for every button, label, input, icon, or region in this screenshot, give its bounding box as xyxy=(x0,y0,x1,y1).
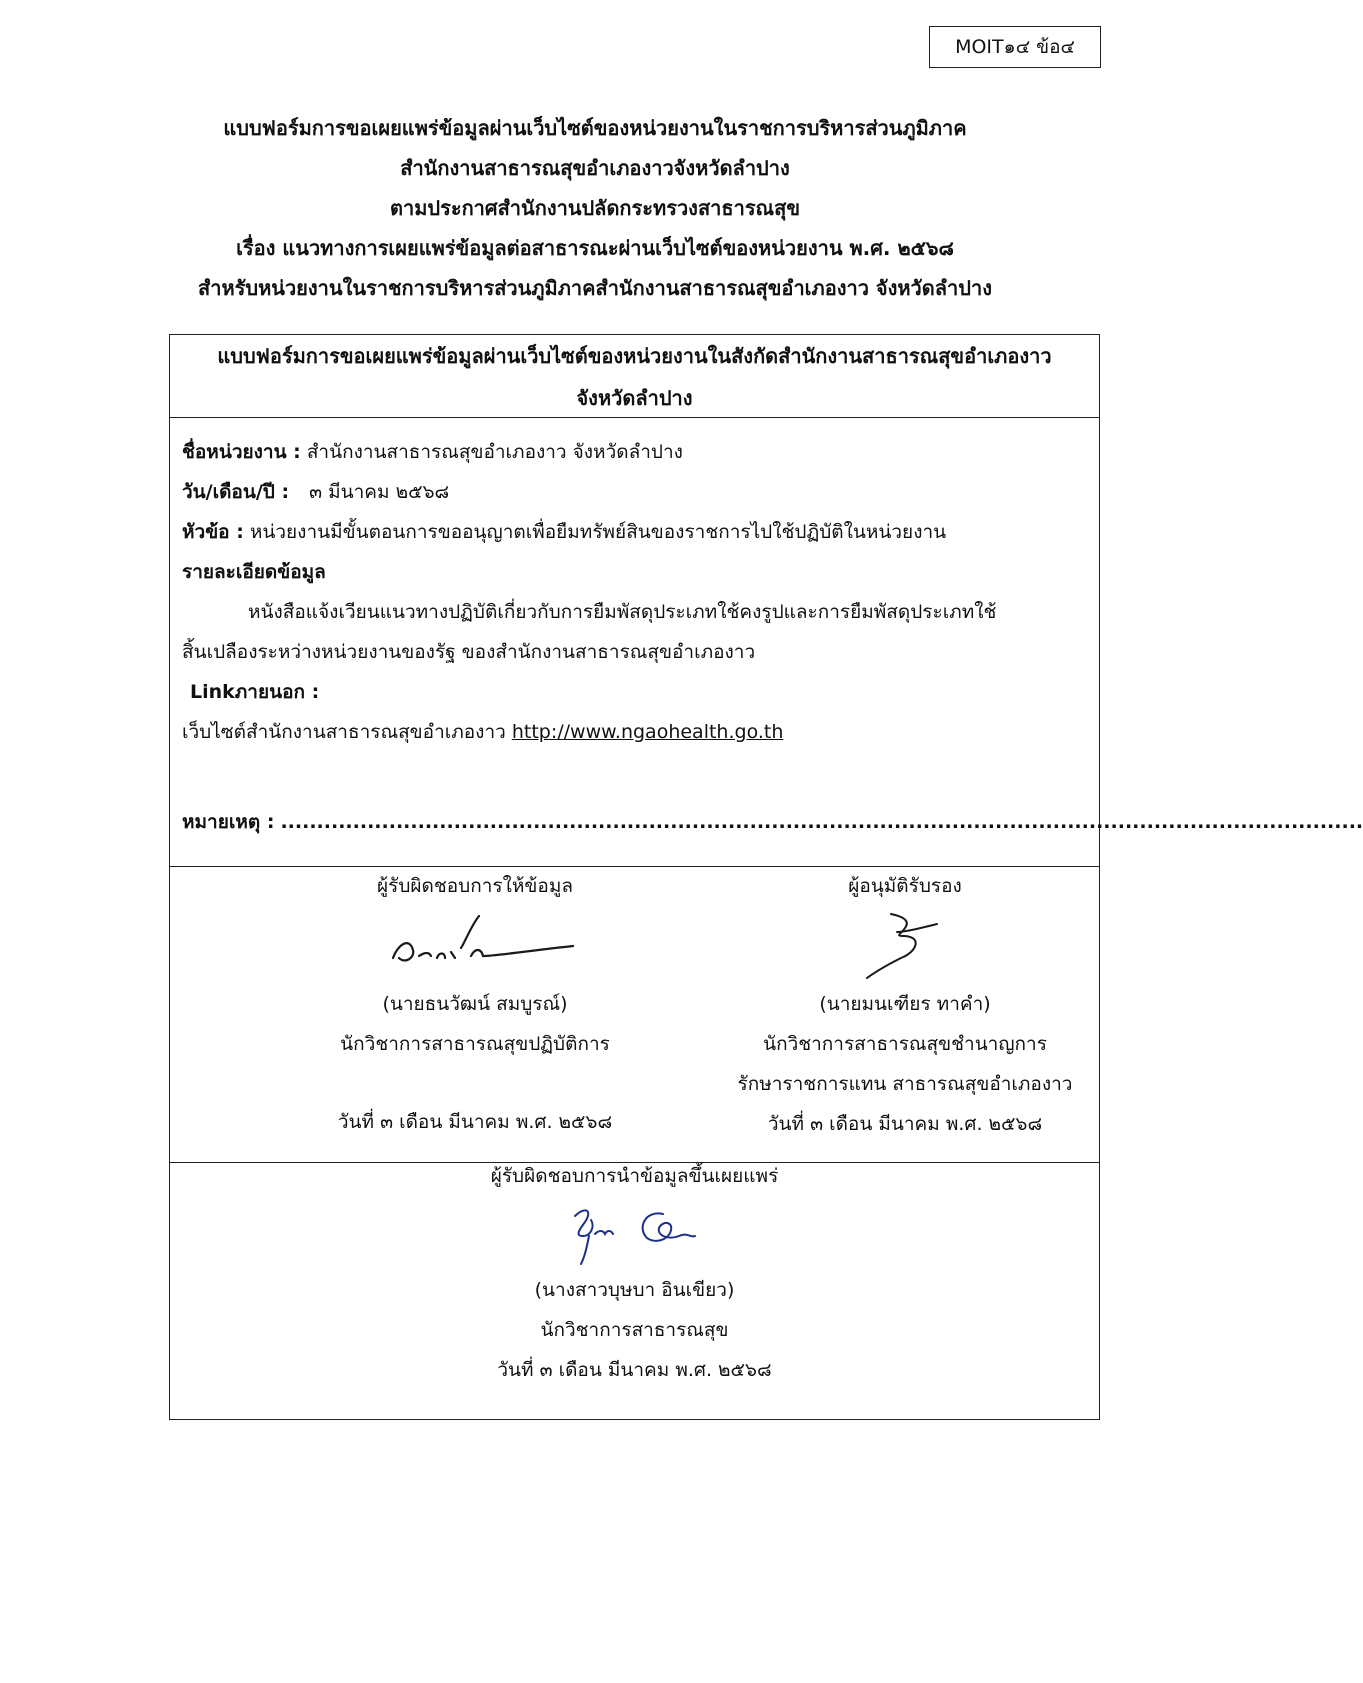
note-label: หมายเหตุ : xyxy=(182,811,275,833)
topic-row xyxy=(182,517,1087,547)
responsible-name: (นายธนวัฒน์ สมบูรณ์) xyxy=(382,993,568,1015)
signature-section xyxy=(170,866,1099,1163)
approver-role: ผู้อนุมัติรับรอง xyxy=(848,875,962,897)
date-row xyxy=(182,477,1087,507)
approver-name: (นายมนเฑียร ทาคำ) xyxy=(819,993,991,1015)
heading-line-3: ตามประกาศสำนักงานปลัดกระทรวงสาธารณสุข xyxy=(389,196,800,220)
detail-text-line-2: สิ้นเปลืองระหว่างหน่วยงานของรัฐ ของสำนักงานสาธารณสุขอำเภองาว xyxy=(182,641,756,663)
website-link[interactable]: http://www.ngaohealth.go.th xyxy=(511,721,784,743)
responsible-position: นักวิชาการสาธารณสุขปฏิบัติการ xyxy=(340,1033,610,1055)
topic-value: หน่วยงานมีขั้นตอนการขออนุญาตเพื่อยืมทรัพย์สินของราชการไปใช้ปฏิบัติในหน่วยงาน xyxy=(249,521,947,543)
unit-row xyxy=(182,437,1087,467)
publisher-date: วันที่ ๓ เดือน มีนาคม พ.ศ. ๒๕๖๘ xyxy=(497,1359,772,1381)
approver-acting-position: รักษาราชการแทน สาธารณสุขอำเภองาว xyxy=(737,1073,1073,1095)
detail-text-line-1: หนังสือแจ้งเวียนแนวทางปฏิบัติเกี่ยวกับการยืมพัสดุประเภทใช้คงรูปและการยืมพัสดุประเภทใช้ xyxy=(248,601,997,623)
publisher-block xyxy=(170,1156,1099,1390)
publisher-position: นักวิชาการสาธารณสุข xyxy=(540,1319,729,1341)
heading-line-1: แบบฟอร์มการขอเผยแพร่ข้อมูลผ่านเว็บไซต์ของหน่วยงานในราชการบริหารส่วนภูมิภาค xyxy=(223,116,967,140)
website-row xyxy=(182,717,1087,747)
form-table xyxy=(169,334,1363,1420)
form-title-line-1: แบบฟอร์มการขอเผยแพร่ข้อมูลผ่านเว็บไซต์ของหน่วยงานในสังกัดสำนักงานสาธารณสุขอำเภองาว xyxy=(217,344,1052,368)
external-link-label: Linkภายนอก : xyxy=(190,681,320,703)
note-dotted-line: ...................................................................................................................................................... xyxy=(280,811,1363,833)
publisher-section xyxy=(170,1162,1099,1419)
responsible-date: วันที่ ๓ เดือน มีนาคม พ.ศ. ๒๕๖๘ xyxy=(337,1111,613,1133)
publisher-role: ผู้รับผิดชอบการนำข้อมูลขึ้นเผยแพร่ xyxy=(490,1165,779,1187)
details-section xyxy=(170,417,1363,867)
form-code-box: MOIT๑๔ ข้อ๔ xyxy=(929,26,1101,68)
website-label: เว็บไซต์สำนักงานสาธารณสุขอำเภองาว xyxy=(182,721,506,743)
detail-label: รายละเอียดข้อมูล xyxy=(182,561,326,583)
form-title-line-2: จังหวัดลำปาง xyxy=(576,386,693,410)
signature-image xyxy=(375,906,575,984)
form-title-section xyxy=(170,335,1099,418)
unit-value: สำนักงานสาธารณสุขอำเภองาว จังหวัดลำปาง xyxy=(306,441,683,463)
topic-label: หัวข้อ : xyxy=(182,521,244,543)
heading-line-5: สำหรับหน่วยงานในราชการบริหารส่วนภูมิภาคสำนักงานสาธารณสุขอำเภองาว จังหวัดลำปาง xyxy=(198,276,992,300)
approver-block xyxy=(710,866,1100,1144)
unit-label: ชื่อหน่วยงาน : xyxy=(182,441,301,463)
heading-line-2: สำนักงานสาธารณสุขอำเภองาวจังหวัดลำปาง xyxy=(400,156,790,180)
note-row xyxy=(182,807,1363,837)
publisher-signature-image xyxy=(545,1196,725,1270)
publisher-name: (นางสาวบุษบา อินเขียว) xyxy=(534,1279,735,1301)
date-label: วัน/เดือน/ปี : xyxy=(182,481,290,503)
approver-position: นักวิชาการสาธารณสุขชำนาญการ xyxy=(763,1033,1047,1055)
responsible-info-block xyxy=(290,866,660,1142)
date-value: ๓ มีนาคม ๒๕๖๘ xyxy=(309,481,450,503)
approver-date: วันที่ ๓ เดือน มีนาคม พ.ศ. ๒๕๖๘ xyxy=(767,1113,1043,1135)
responsible-role: ผู้รับผิดชอบการให้ข้อมูล xyxy=(377,875,573,897)
heading-line-4: เรื่อง แนวทางการเผยแพร่ข้อมูลต่อสาธารณะผ่านเว็บไซต์ของหน่วยงาน พ.ศ. ๒๕๖๘ xyxy=(236,236,954,260)
approver-signature-image xyxy=(845,906,965,984)
